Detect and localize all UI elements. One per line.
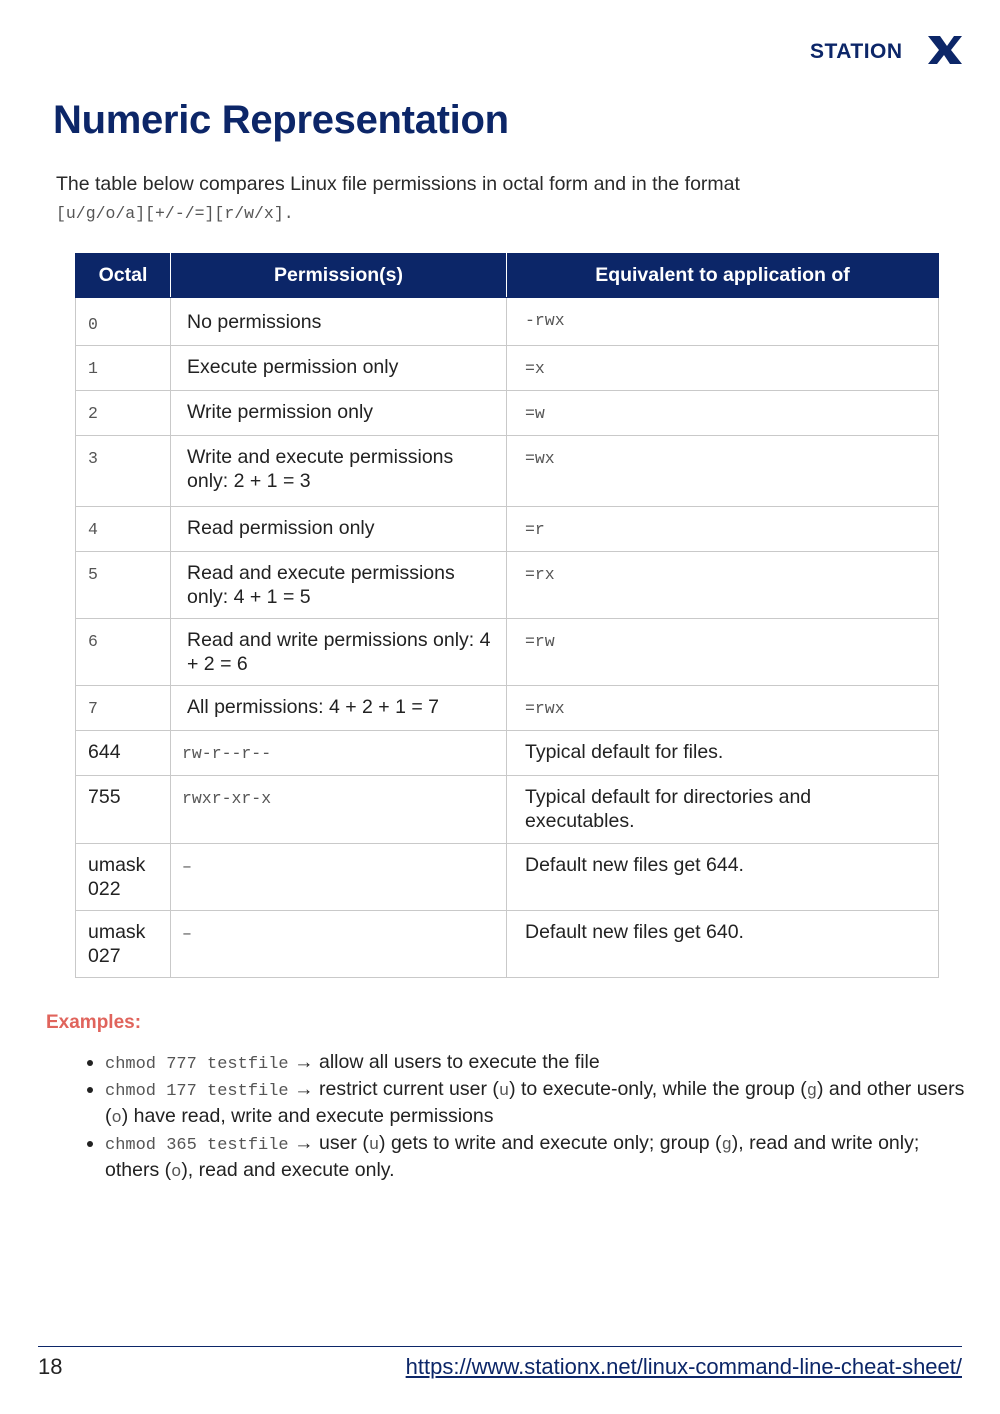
table-row (76, 436, 939, 507)
example-text: user ( (313, 1132, 369, 1154)
header-octal: Octal (76, 254, 171, 298)
equivalent-value: =x (525, 359, 545, 378)
permission-cell: All permissions: 4 + 2 + 1 = 7 (171, 686, 507, 731)
equivalent-cell (507, 436, 939, 507)
equivalent-value: -rwx (525, 311, 565, 330)
list-item (105, 1050, 965, 1077)
inline-code: o (171, 1163, 182, 1182)
equivalent-value: =r (525, 520, 545, 539)
octal-cell (76, 346, 171, 391)
octal-cell (76, 298, 171, 346)
octal-value: 6 (88, 632, 98, 651)
inline-code: g (721, 1136, 732, 1155)
equivalent-value: =rwx (525, 699, 565, 718)
example-text: ) gets to write and execute only; group ( (379, 1132, 722, 1154)
equivalent-value: =wx (525, 449, 555, 468)
arrow-icon: → (294, 1132, 314, 1154)
equivalent-cell (507, 686, 939, 731)
examples-heading: Examples: (46, 1012, 142, 1033)
footer-link[interactable]: https://www.stationx.net/linux-command-line-cheat-sheet/ (405, 1354, 962, 1379)
octal-cell: umask 022 (76, 844, 171, 911)
table-row (76, 686, 939, 731)
intro-paragraph (56, 170, 936, 228)
footer-divider (38, 1346, 962, 1347)
permission-string: rwxr-xr-x (182, 789, 272, 808)
octal-cell (76, 507, 171, 552)
example-text: restrict current user ( (313, 1078, 499, 1100)
example-text: ), read and write only; others ( (105, 1132, 920, 1181)
octal-value: 3 (88, 449, 98, 468)
permission-cell: Read permission only (171, 507, 507, 552)
permission-cell: Write permission only (171, 391, 507, 436)
equivalent-cell: Default new files get 644. (507, 844, 939, 911)
example-text: ) and other users ( (105, 1078, 965, 1127)
equivalent-cell (507, 552, 939, 619)
permission-cell (171, 911, 507, 978)
permission-string: – (182, 924, 192, 943)
equivalent-cell (507, 391, 939, 436)
equivalent-cell (507, 346, 939, 391)
octal-cell (76, 391, 171, 436)
page-number: 18 (38, 1354, 63, 1379)
stationx-logo (810, 34, 962, 66)
table-row (76, 391, 939, 436)
permission-cell: No permissions (171, 298, 507, 346)
permission-cell: Write and execute permissions only: 2 + 1 = 3 (171, 436, 507, 507)
example-text: ) to execute-only, while the group ( (509, 1078, 807, 1100)
table-row (76, 731, 939, 776)
intro-text: The table below compares Linux file permissions in octal form and in the format (56, 173, 740, 195)
command-code: chmod 177 testfile (105, 1082, 289, 1101)
octal-cell: 644 (76, 731, 171, 776)
inline-code: u (498, 1082, 510, 1101)
example-text: allow all users to execute the file (313, 1051, 600, 1073)
header-equivalent: Equivalent to application of (507, 254, 939, 298)
equivalent-value: =rw (525, 632, 555, 651)
permission-string: – (182, 857, 192, 876)
octal-cell: umask 027 (76, 911, 171, 978)
permission-cell (171, 844, 507, 911)
arrow-icon: → (294, 1051, 314, 1073)
equivalent-cell: Typical default for files. (507, 731, 939, 776)
octal-value: 1 (88, 359, 98, 378)
table-row (76, 911, 939, 978)
equivalent-cell (507, 507, 939, 552)
inline-code: o (111, 1109, 122, 1128)
octal-value: 4 (88, 520, 98, 539)
permission-cell (171, 731, 507, 776)
example-text: ), read and execute only. (181, 1159, 395, 1181)
table-row (76, 346, 939, 391)
list-item (105, 1131, 965, 1185)
equivalent-cell: Typical default for directories and executables. (507, 776, 939, 844)
arrow-icon: → (294, 1078, 314, 1100)
octal-cell (76, 686, 171, 731)
table-row (76, 298, 939, 346)
table-row (76, 776, 939, 844)
command-code: chmod 777 testfile (105, 1055, 289, 1074)
octal-cell (76, 552, 171, 619)
list-item (105, 1077, 965, 1131)
permission-cell: Execute permission only (171, 346, 507, 391)
svg-text:STATION: STATION (810, 40, 903, 63)
octal-value: 7 (88, 699, 98, 718)
inline-code: g (806, 1082, 817, 1101)
page-title: Numeric Representation (53, 98, 509, 142)
octal-value: 5 (88, 565, 98, 584)
table-header-row (76, 254, 939, 298)
table-row (76, 552, 939, 619)
intro-format-code: [u/g/o/a][+/-/=][r/w/x]. (56, 204, 294, 223)
example-text: ) have read, write and execute permissions (121, 1105, 494, 1127)
octal-cell: 755 (76, 776, 171, 844)
permissions-table (75, 253, 939, 978)
octal-cell (76, 436, 171, 507)
command-code: chmod 365 testfile (105, 1136, 289, 1155)
header-permissions: Permission(s) (171, 254, 507, 298)
permission-cell: Read and write permissions only: 4 + 2 = 6 (171, 619, 507, 686)
permission-string: rw-r--r-- (182, 744, 272, 763)
table-row (76, 619, 939, 686)
table-row (76, 507, 939, 552)
table-row (76, 844, 939, 911)
equivalent-value: =rx (525, 565, 555, 584)
octal-value: 2 (88, 404, 98, 423)
octal-value: 0 (88, 315, 98, 334)
stationx-logo-graphic (810, 34, 962, 66)
equivalent-value: =w (525, 404, 545, 423)
equivalent-cell (507, 298, 939, 346)
equivalent-cell: Default new files get 640. (507, 911, 939, 978)
equivalent-cell (507, 619, 939, 686)
permission-cell: Read and execute permissions only: 4 + 1 = 5 (171, 552, 507, 619)
examples-list (80, 1050, 965, 1185)
inline-code: u (368, 1136, 380, 1155)
octal-cell (76, 619, 171, 686)
permission-cell (171, 776, 507, 844)
